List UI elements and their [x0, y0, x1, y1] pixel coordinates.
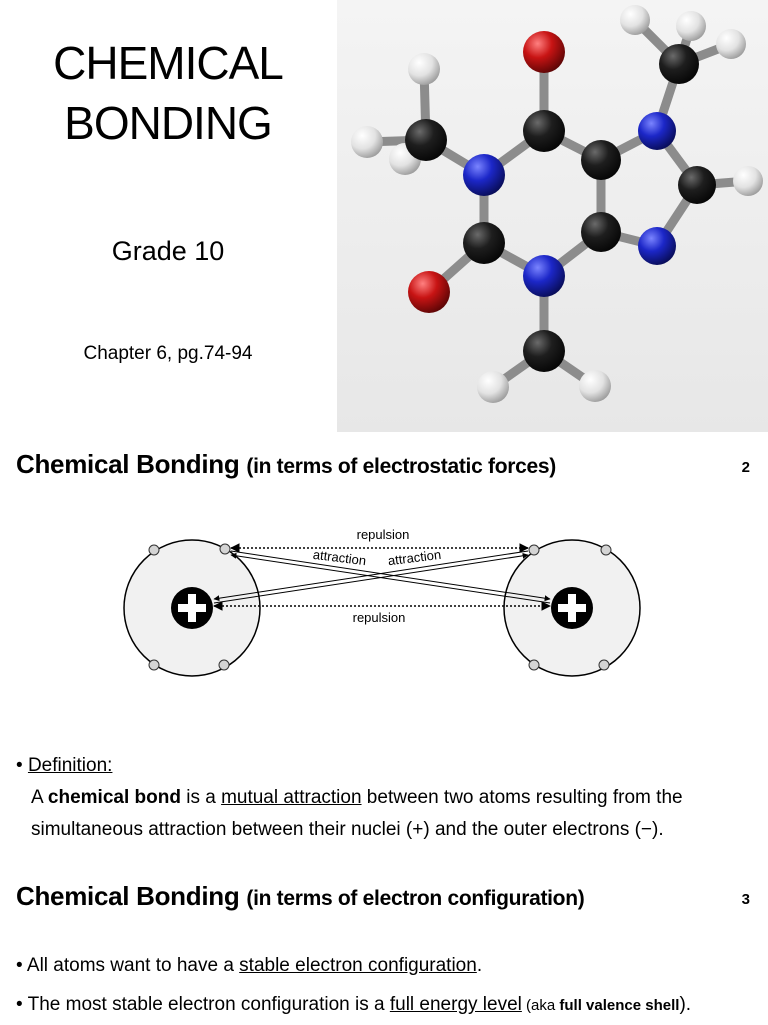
page-number: 2: [741, 459, 750, 476]
heading-main: Chemical Bonding: [16, 881, 240, 911]
caffeine-molecule-image: [337, 0, 768, 432]
bullet: •: [16, 955, 23, 976]
slide-title: [0, 33, 336, 153]
b1-end: .: [476, 955, 483, 976]
b2-end: ).: [679, 994, 692, 1015]
term-full-valence-shell: full valence shell: [559, 997, 680, 1014]
electron-configuration-slide: [0, 864, 768, 1024]
page-number: 3: [741, 891, 750, 908]
attraction-line-3: [214, 551, 528, 599]
bullet: •: [16, 755, 23, 776]
definition-line-1: [16, 782, 683, 814]
slide-heading: [16, 881, 584, 912]
bullet: •: [16, 994, 23, 1015]
definition-bullet: [16, 750, 683, 782]
heading-subtitle: (in terms of electrostatic forces): [246, 455, 556, 478]
title-line-2: BONDING: [64, 97, 272, 149]
term-chemical-bond: chemical bond: [47, 787, 181, 808]
definition-block: [16, 750, 683, 846]
definition-line-2: simultaneous attraction between their nuclei (+) and the outer electrons (−).: [31, 819, 664, 840]
electrostatic-slide: [0, 432, 768, 864]
repulsion-top-label: repulsion: [356, 527, 410, 542]
definition-label: Definition:: [27, 755, 113, 776]
def-rest: between two atoms resulting from the: [361, 787, 683, 808]
attraction-line-4: [214, 555, 528, 603]
def-a: A: [31, 787, 48, 808]
title-line-1: CHEMICAL: [53, 37, 283, 89]
b1-text: All atoms want to have a: [26, 955, 240, 976]
bullet-full-energy-level: [16, 985, 691, 1025]
b2-aka: (aka: [521, 997, 560, 1014]
config-bullets: [16, 946, 691, 1025]
electrostatic-forces-diagram: [110, 522, 650, 682]
heading-main: Chemical Bonding: [16, 449, 240, 479]
term-mutual-attraction: mutual attraction: [221, 787, 362, 808]
term-stable-config: stable electron configuration: [239, 955, 477, 976]
left-atom: [124, 540, 260, 676]
repulsion-bottom-label: repulsion: [352, 610, 406, 625]
slide-heading: [16, 449, 556, 480]
grade-label: Grade 10: [111, 236, 225, 266]
bullet-stable-config: [16, 946, 691, 985]
attraction-right-label: attraction: [386, 546, 442, 569]
chapter-reference: Chapter 6, pg.74-94: [83, 343, 253, 364]
term-full-energy-level: full energy level: [389, 994, 522, 1015]
right-atom: [504, 540, 640, 676]
attraction-left-label: attraction: [312, 546, 368, 569]
heading-subtitle: (in terms of electron configuration): [246, 887, 585, 910]
def-is-a: is a: [180, 787, 222, 808]
b2-text: The most stable electron configuration is a: [27, 994, 390, 1015]
title-slide: [0, 0, 768, 432]
